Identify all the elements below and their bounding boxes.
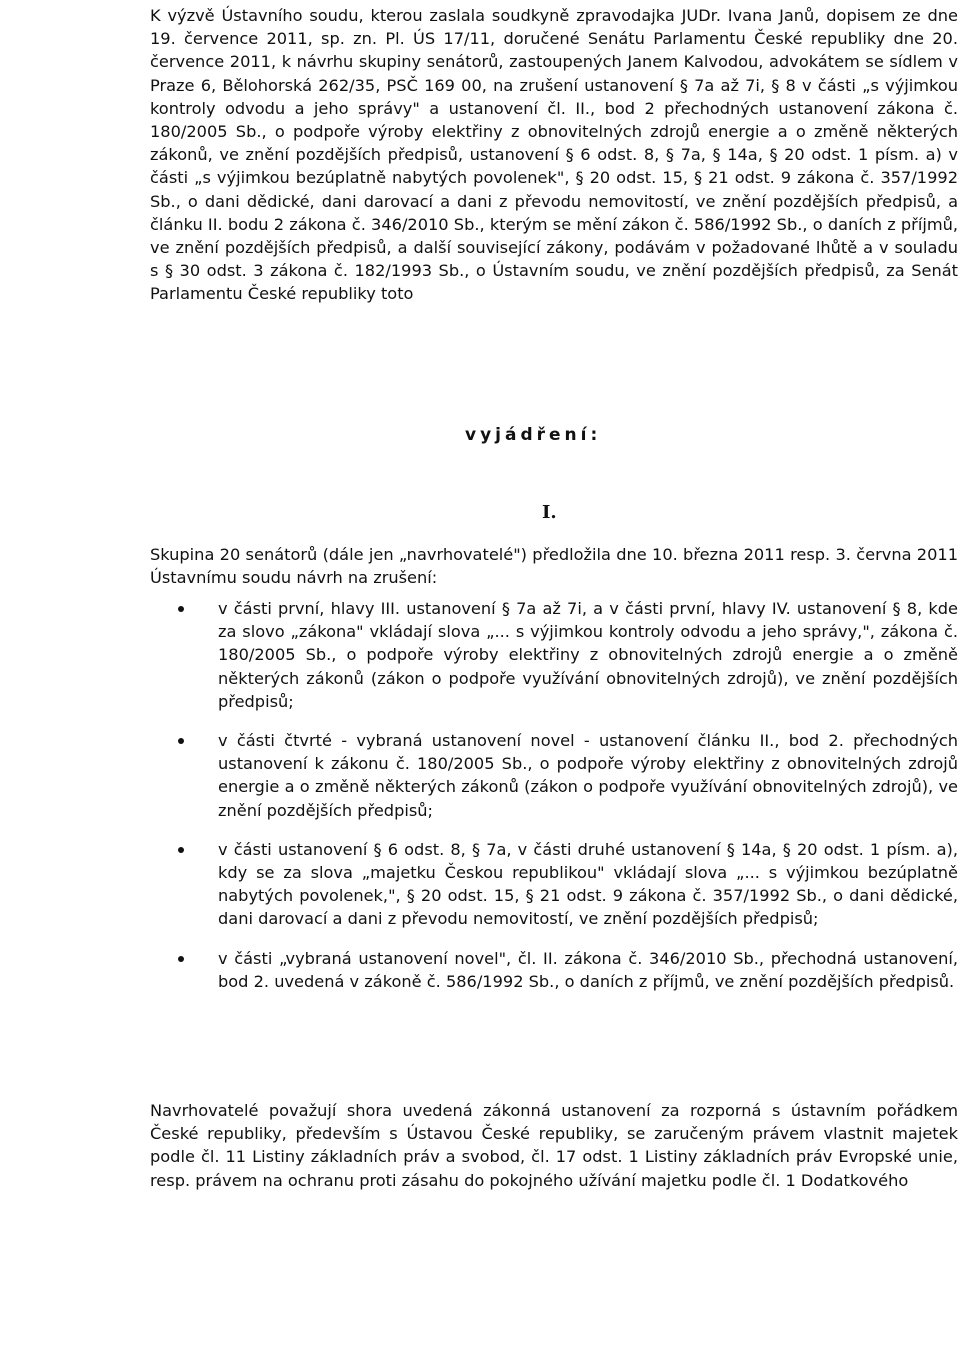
statement-heading: vyjádření:: [465, 425, 602, 445]
list-item: [150, 729, 958, 822]
list-item: [150, 597, 958, 713]
bullet-icon: [178, 738, 184, 744]
list-item-text: v části „vybraná ustanovení novel", čl. II. zákona č. 346/2010 Sb., přechodná ustanovení, bod 2. uvedená v zákoně č. 586/1992 Sb., o daních z příjmů, ve znění pozdějších předpisů.: [218, 948, 958, 991]
bullet-icon: [178, 606, 184, 612]
list-item: [150, 838, 958, 931]
intro-paragraph: K výzvě Ústavního soudu, kterou zaslala soudkyně zpravodajka JUDr. Ivana Janů, dopisem ze dne 19. července 2011, sp. zn. Pl. ÚS 17/11, doručené Senátu Parlamentu České republiky dne 20. července 2011, k návrhu skupiny senátorů, zastoupených Janem Kalvodou, advokátem se sídlem v Praze 6, Bělohorská 262/35, PSČ 169 00, na zrušení ustanovení § 7a až 7i, § 8 v části „s výjimkou kontroly odvodu a jeho správy" a ustanovení čl. II., bod 2 přechodných ustanovení zákona č. 180/2005 Sb., o podpoře výroby elektřiny z obnovitelných zdrojů energie a o změně některých zákonů, ve znění pozdějších předpisů, ustanovení § 6 odst. 8, § 7a, § 14a, § 20 odst. 1 písm. a) v části „s výjimkou bezúplatně nabytých povolenek", § 20 odst. 15, § 21 odst. 9 zákona č. 357/1992 Sb., o dani dědické, dani darovací a dani z převodu nemovitostí, ve znění pozdějších předpisů, a článku II. bodu 2 zákona č. 346/2010 Sb., kterým se mění zákon č. 586/1992 Sb., o daních z příjmů, ve znění pozdějších předpisů, a další související zákony, podávám v požadované lhůtě a v souladu s § 30 odst. 3 zákona č. 182/1993 Sb., o Ústavním soudu, ve znění pozdějších předpisů, za Senát Parlamentu České republiky toto: [150, 6, 958, 304]
section-intro-paragraph: Skupina 20 senátorů (dále jen „navrhovatelé") předložila dne 10. března 2011 resp. 3. června 2011 Ústavnímu soudu návrh na zrušení:: [150, 545, 958, 588]
bullet-icon: [178, 847, 184, 853]
list-item-text: v části první, hlavy III. ustanovení § 7a až 7i, a v části první, hlavy IV. ustanovení § 8, kde za slovo „zákona" vkládají slova „... s výjimkou kontroly odvodu a jeho správy,", zákona č. 180/2005 Sb., o podpoře výroby elektřiny z obnovitelných zdrojů energie a o změně některých zákonů (zákon o podpoře využívání obnovitelných zdrojů), ve znění pozdějších předpisů;: [218, 599, 958, 711]
list-item-text: v části ustanovení § 6 odst. 8, § 7a, v části druhé ustanovení § 14a, § 20 odst. 1 písm. a), kdy se za slova „majetku Českou republikou" vkládají slova „... s výjimkou bezúplatně nabytých povolenek,", § 20 odst. 15, § 21 odst. 9 zákona č. 357/1992 Sb., o dani dědické, dani darovací a dani z převodu nemovitostí, ve znění pozdějších předpisů;: [218, 839, 958, 929]
provisions-list: [150, 597, 958, 1009]
list-item: [150, 947, 958, 993]
bullet-icon: [178, 956, 184, 962]
list-item-text: v části čtvrté - vybraná ustanovení novel - ustanovení článku II., bod 2. přechodných ustanovení k zákonu č. 180/2005 Sb., o podpoře výroby elektřiny z obnovitelných zdrojů energie a o změně některých zákonů (zákon o podpoře využívání obnovitelných zdrojů), ve znění pozdějších předpisů;: [218, 731, 958, 820]
closing-paragraph: Navrhovatelé považují shora uvedená zákonná ustanovení za rozporná s ústavním pořádkem České republiky, především s Ústavou České republiky, se zaručeným právem vlastnit majetek podle čl. 11 Listiny základních práv a svobod, čl. 17 odst. 1 Listiny základních práv Evropské unie, resp. právem na ochranu proti zásahu do pokojného užívání majetku podle čl. 1 Dodatkového: [150, 1101, 958, 1190]
section-number: I.: [542, 502, 557, 523]
